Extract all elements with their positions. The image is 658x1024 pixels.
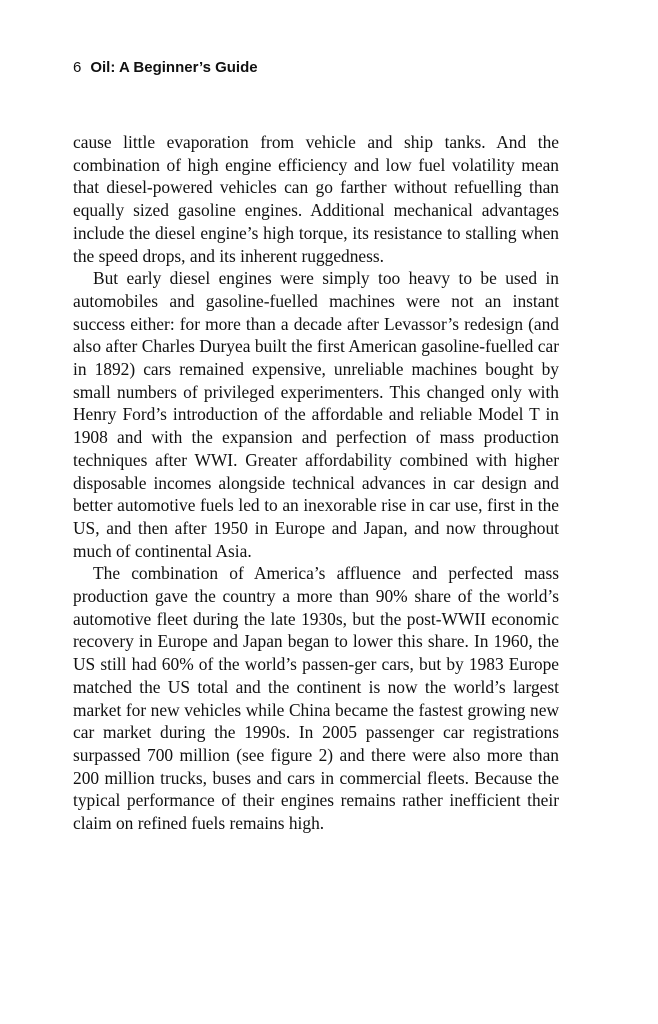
paragraph-3: The combination of America’s affluence and perfected mass production gave the country a more than 90% share of the world’s automotive fleet during the late 1930s, but the post-WWII economic recovery in Europe and Japan began to lower this share. In 1960, the US still had 60% of the world’s passen-ger cars, but by 1983 Europe matched the US total and the continent is now the world’s largest market for new vehicles while China became the fastest growing new car market during the 1990s. In 2005 passenger car registrations surpassed 700 million (see figure 2) and there were also more than 200 million trucks, buses and cars in commercial fleets. Because the typical performance of their engines remains rather inefficient their claim on refined fuels remains high.	[73, 563, 559, 834]
book-title: Oil: A Beginner’s Guide	[90, 59, 258, 76]
body-text	[73, 131, 559, 835]
running-header	[73, 59, 258, 76]
paragraph-1: cause little evaporation from vehicle and ship tanks. And the combination of high engine efficiency and low fuel volatility mean that diesel-powered vehicles can go farther without refuelling than equally sized gasoline engines. Additional mechanical advantages include the diesel engine’s high torque, its resistance to stalling when the speed drops, and its inherent ruggedness.	[73, 132, 559, 266]
page-number: 6	[73, 59, 82, 76]
paragraph-2: But early diesel engines were simply too heavy to be used in automobiles and gasoline-fuelled machines were not an instant success either: for more than a decade after Levassor’s redesign (and also after Charles Duryea built the first American gasoline-fuelled car in 1892) cars remained expensive, unreliable machines bought by small numbers of privileged experimenters. This changed only with Henry Ford’s introduction of the affordable and reliable Model T in 1908 and with the expansion and perfection of mass production techniques after WWI. Greater affordability combined with higher disposable incomes alongside technical advances in car design and better automotive fuels led to an inexorable rise in car use, first in the US, and then after 1950 in Europe and Japan, and now throughout much of continental Asia.	[73, 268, 559, 561]
